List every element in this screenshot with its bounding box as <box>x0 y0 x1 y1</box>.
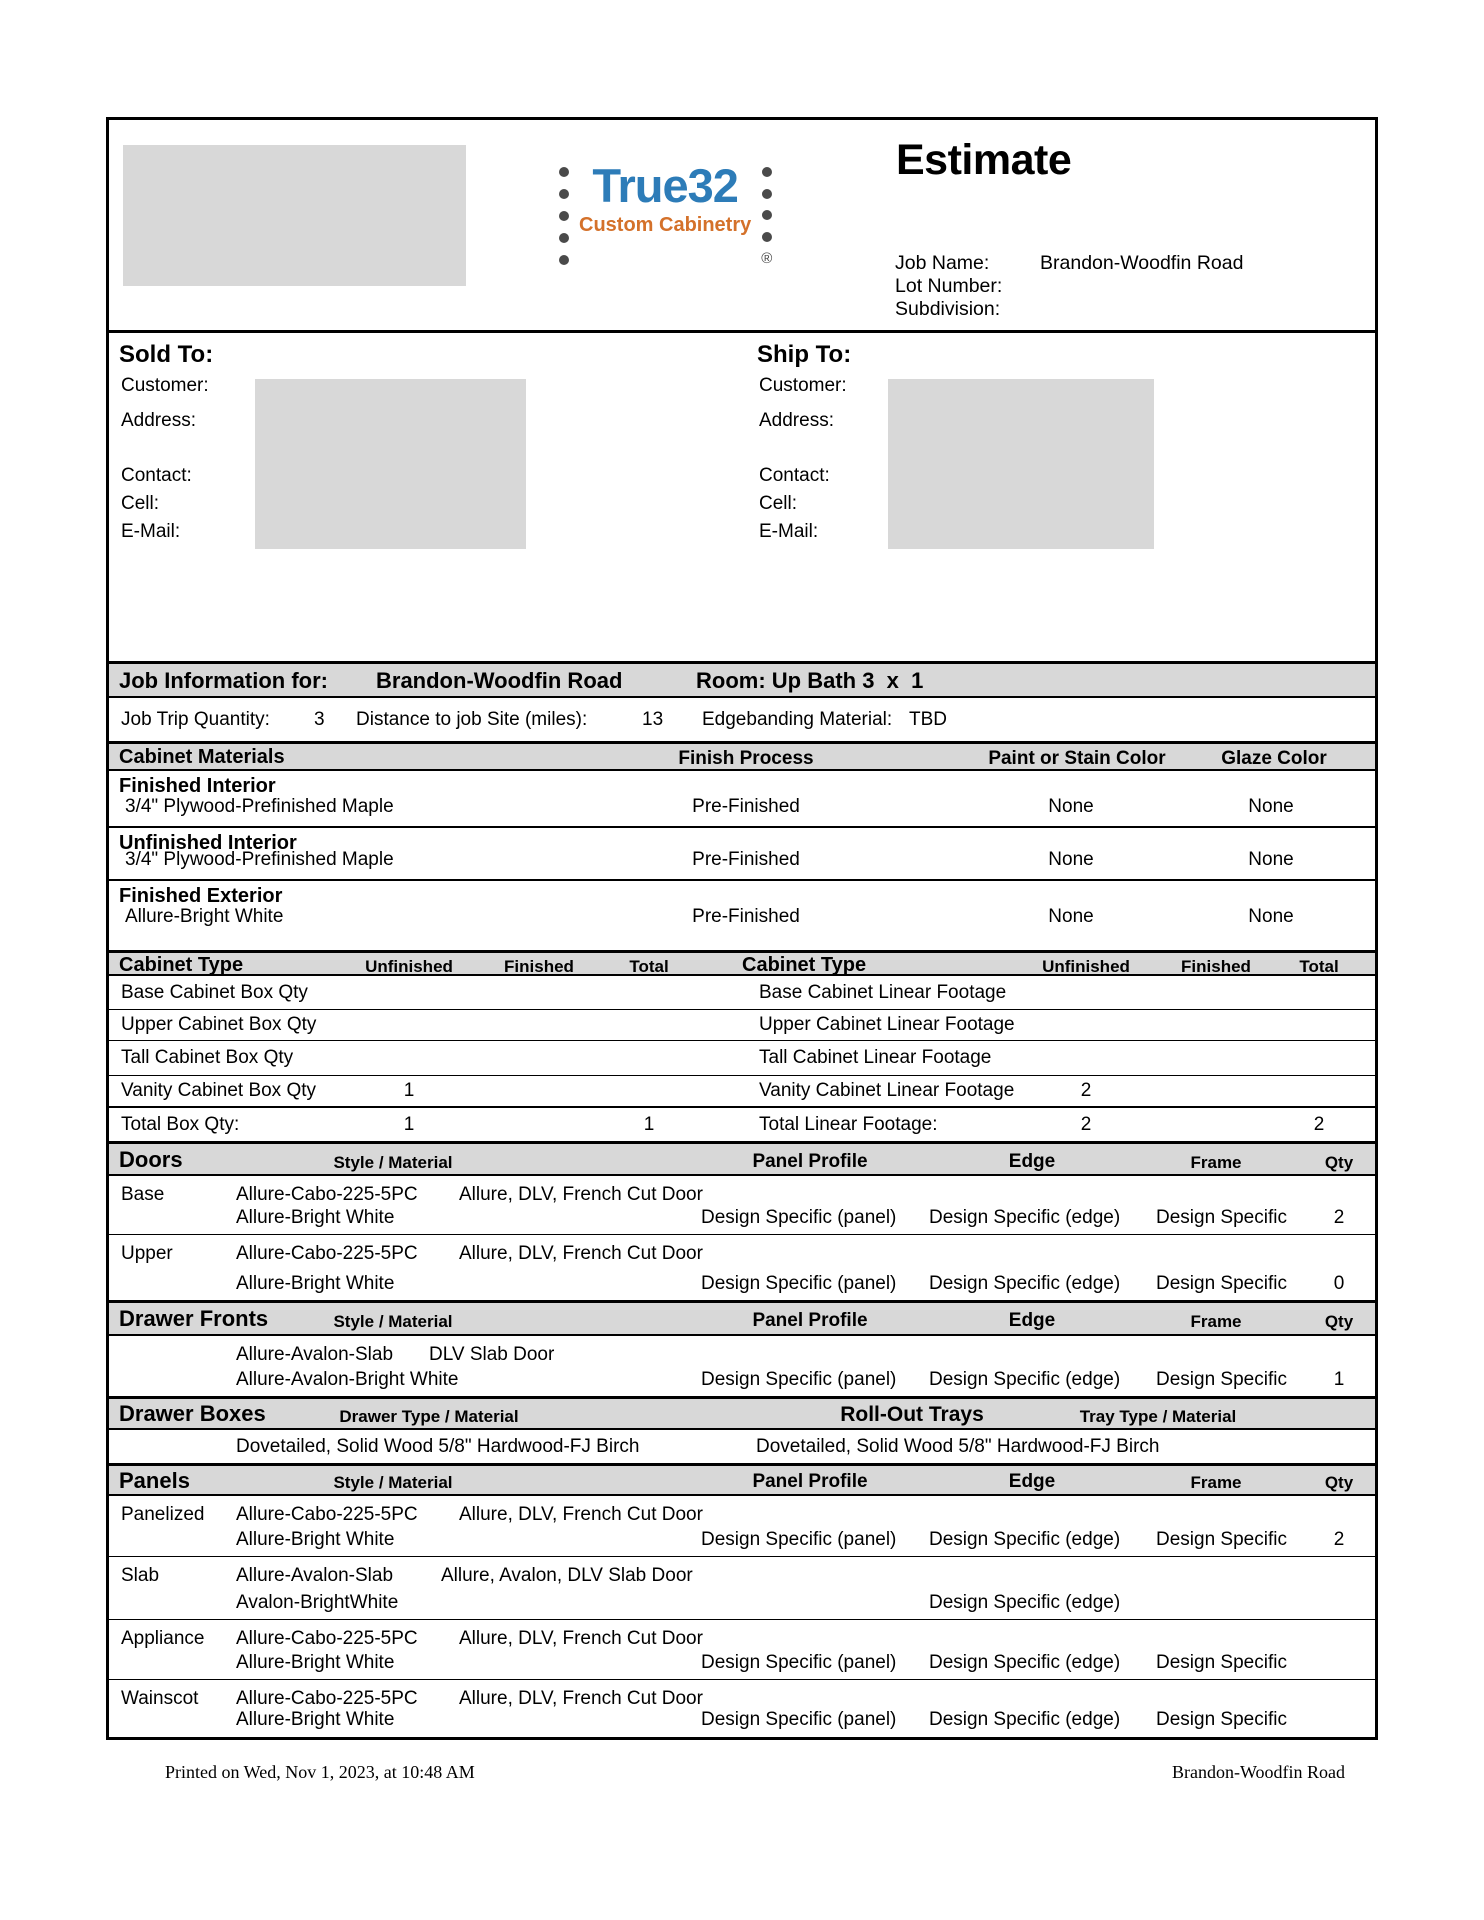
glaze-value: None <box>1248 796 1294 817</box>
estimate-document <box>106 117 1378 1740</box>
door-panel-profile: Design Specific (panel) <box>701 1273 897 1294</box>
panel-type: Panelized <box>121 1504 205 1525</box>
footer-job-name: Brandon-Woodfin Road <box>1171 1762 1345 1782</box>
panel-row-wainscot <box>109 1680 1375 1736</box>
panels-header <box>109 1463 1375 1496</box>
vanity-box-qty-unfinished: 1 <box>403 1080 415 1101</box>
material-name: 3/4" Plywood-Prefinished Maple <box>125 796 394 817</box>
panel-style-desc: Allure, DLV, French Cut Door <box>459 1628 703 1649</box>
panel-frame: Design Specific <box>1156 1709 1287 1730</box>
panel-style: Allure-Cabo-225-5PC <box>236 1628 418 1649</box>
ship-contact-label: Contact: <box>759 465 830 486</box>
panel-style-desc: Allure, Avalon, DLV Slab Door <box>441 1565 693 1586</box>
finish-process-value: Pre-Finished <box>692 906 800 927</box>
lot-number-label: Lot Number: <box>895 275 1003 297</box>
box-qty-label: Upper Cabinet Box Qty <box>121 1014 317 1035</box>
drawer-type-material-header: Drawer Type / Material <box>339 1407 519 1426</box>
panel-profile-header: Panel Profile <box>752 1310 868 1331</box>
subdivision-label: Subdivision: <box>895 298 1001 320</box>
style-material-header: Style / Material <box>333 1473 453 1492</box>
drawer-front-row <box>109 1336 1375 1396</box>
job-info-room: Room: Up Bath 3 x 1 <box>696 668 924 693</box>
panel-row-slab <box>109 1557 1375 1620</box>
document-header <box>109 120 1375 330</box>
total-box-qty-unfinished: 1 <box>403 1113 415 1135</box>
drawer-boxes-title: Drawer Boxes <box>119 1401 266 1426</box>
paint-value: None <box>1048 796 1094 817</box>
drawer-front-qty: 1 <box>1333 1369 1345 1390</box>
paint-value: None <box>1048 906 1094 927</box>
cabinet-materials-header <box>109 741 1375 771</box>
edgeband-label: Edgebanding Material: <box>702 709 893 730</box>
total-box-qty-total: 1 <box>643 1113 655 1135</box>
trip-qty-value: 3 <box>314 709 325 730</box>
cabinet-type-row-upper <box>109 1010 1375 1041</box>
sold-contact-label: Contact: <box>121 465 192 486</box>
material-group: Unfinished Interior <box>119 832 297 854</box>
panel-type: Appliance <box>121 1628 205 1649</box>
frame-header: Frame <box>1190 1312 1242 1331</box>
qty-header: Qty <box>1324 1312 1354 1331</box>
finished-header-right: Finished <box>1181 957 1251 976</box>
linear-footage-label: Base Cabinet Linear Footage <box>759 981 1007 1003</box>
vanity-footage-unfinished: 2 <box>1080 1080 1092 1101</box>
box-qty-label: Tall Cabinet Box Qty <box>121 1047 294 1068</box>
panel-style: Allure-Cabo-225-5PC <box>236 1504 418 1525</box>
total-header-left: Total <box>629 957 669 976</box>
panel-profile-value: Design Specific (panel) <box>701 1652 897 1673</box>
subdivision-row <box>895 298 1243 321</box>
finish-process-value: Pre-Finished <box>692 849 800 870</box>
finished-header-left: Finished <box>504 957 574 976</box>
unfinished-header-right: Unfinished <box>1042 957 1130 976</box>
door-row-base <box>109 1176 1375 1235</box>
glaze-value: None <box>1248 906 1294 927</box>
trip-qty-label: Job Trip Quantity: <box>121 709 270 730</box>
finish-process-value: Pre-Finished <box>692 796 800 817</box>
panel-row-appliance <box>109 1620 1375 1680</box>
finish-process-header: Finish Process <box>678 748 814 769</box>
panel-edge: Design Specific (edge) <box>929 1529 1121 1550</box>
paint-stain-header: Paint or Stain Color <box>988 748 1166 769</box>
rollout-trays-header: Roll-Out Trays <box>840 1403 984 1426</box>
distance-label: Distance to job Site (miles): <box>356 709 588 730</box>
total-footage-unfinished: 2 <box>1080 1113 1092 1135</box>
door-style-desc: Allure, DLV, French Cut Door <box>459 1243 703 1264</box>
panel-style-desc: Allure, DLV, French Cut Door <box>459 1504 703 1525</box>
edge-header: Edge <box>1008 1471 1056 1492</box>
door-color: Allure-Bright White <box>236 1207 395 1228</box>
drawer-fronts-title: Drawer Fronts <box>119 1306 269 1331</box>
panel-frame: Design Specific <box>1156 1652 1287 1673</box>
door-frame: Design Specific <box>1156 1207 1287 1228</box>
material-name: Allure-Bright White <box>125 906 284 927</box>
door-style: Allure-Cabo-225-5PC <box>236 1184 418 1205</box>
cabinet-type-row-base <box>109 976 1375 1010</box>
linear-footage-label: Upper Cabinet Linear Footage <box>759 1014 1015 1035</box>
panel-color: Allure-Bright White <box>236 1709 395 1730</box>
document-title: Estimate <box>896 136 1072 184</box>
panel-style: Allure-Cabo-225-5PC <box>236 1688 418 1709</box>
qty-header: Qty <box>1324 1473 1354 1492</box>
door-edge: Design Specific (edge) <box>929 1207 1121 1228</box>
panel-edge: Design Specific (edge) <box>929 1709 1121 1730</box>
material-group: Finished Interior <box>119 775 276 797</box>
ship-to-heading: Ship To: <box>757 341 852 368</box>
sold-cell-label: Cell: <box>121 493 160 514</box>
job-info-label: Job Information for: <box>119 668 328 693</box>
cabinet-type-row-totals <box>109 1108 1375 1141</box>
logo-dots-left-icon <box>559 164 569 268</box>
panel-frame: Design Specific <box>1156 1529 1287 1550</box>
panel-row-panelized <box>109 1496 1375 1557</box>
job-name-row <box>895 252 1243 275</box>
panel-profile-value: Design Specific (panel) <box>701 1709 897 1730</box>
cabinet-type-row-tall <box>109 1041 1375 1076</box>
door-qty: 0 <box>1333 1273 1345 1294</box>
door-frame: Design Specific <box>1156 1273 1287 1294</box>
box-qty-label: Base Cabinet Box Qty <box>121 981 308 1003</box>
letterhead-placeholder <box>123 145 466 286</box>
panel-type: Slab <box>121 1565 160 1586</box>
drawer-box-material: Dovetailed, Solid Wood 5/8" Hardwood-FJ Birch <box>236 1435 640 1457</box>
door-type: Upper <box>121 1243 173 1264</box>
total-box-qty-label: Total Box Qty: <box>121 1113 240 1135</box>
cabinet-type-title-right: Cabinet Type <box>742 954 867 976</box>
total-footage-label: Total Linear Footage: <box>759 1113 938 1135</box>
panel-color: Allure-Bright White <box>236 1529 395 1550</box>
panel-color: Allure-Bright White <box>236 1652 395 1673</box>
ship-email-label: E-Mail: <box>759 521 819 542</box>
panel-edge: Design Specific (edge) <box>929 1592 1121 1613</box>
logo-text <box>579 159 752 268</box>
panel-type: Wainscot <box>121 1688 199 1709</box>
door-style: Allure-Cabo-225-5PC <box>236 1243 418 1264</box>
panel-color: Avalon-BrightWhite <box>236 1592 399 1613</box>
rollout-tray-material: Dovetailed, Solid Wood 5/8" Hardwood-FJ Birch <box>756 1435 1160 1457</box>
cabinet-type-row-vanity <box>109 1076 1375 1108</box>
material-name: 3/4" Plywood-Prefinished Maple <box>125 849 394 870</box>
material-row-finished-interior <box>109 771 1375 828</box>
box-qty-label: Vanity Cabinet Box Qty <box>121 1080 317 1101</box>
doors-header <box>109 1141 1375 1176</box>
drawer-front-frame: Design Specific <box>1156 1369 1287 1390</box>
edge-header: Edge <box>1008 1151 1056 1172</box>
material-row-unfinished-interior <box>109 828 1375 881</box>
cabinet-materials-title: Cabinet Materials <box>119 746 285 768</box>
drawer-front-panel-profile: Design Specific (panel) <box>701 1369 897 1390</box>
drawer-front-color: Allure-Avalon-Bright White <box>236 1369 459 1390</box>
printed-timestamp: Printed on Wed, Nov 1, 2023, at 10:48 AM <box>165 1762 475 1782</box>
material-group: Finished Exterior <box>119 885 283 907</box>
brand-name: True32 <box>592 159 738 212</box>
style-material-header: Style / Material <box>333 1153 453 1172</box>
cabinet-type-title-left: Cabinet Type <box>119 954 244 976</box>
glaze-color-header: Glaze Color <box>1221 748 1327 769</box>
panel-edge: Design Specific (edge) <box>929 1652 1121 1673</box>
cabinet-type-header <box>109 950 1375 976</box>
job-trip-row <box>109 698 1375 741</box>
job-name-label: Job Name: <box>895 252 990 274</box>
parties-section <box>109 330 1375 661</box>
edgeband-value: TBD <box>909 709 947 730</box>
panels-title: Panels <box>119 1468 190 1493</box>
frame-header: Frame <box>1190 1473 1242 1492</box>
doors-title: Doors <box>119 1147 183 1172</box>
linear-footage-label: Vanity Cabinet Linear Footage <box>759 1080 1015 1101</box>
door-qty: 2 <box>1333 1207 1345 1228</box>
total-footage-total: 2 <box>1313 1113 1325 1135</box>
panel-profile-value: Design Specific (panel) <box>701 1529 897 1550</box>
true32-logo <box>559 159 773 268</box>
distance-value: 13 <box>642 709 664 730</box>
unfinished-header-left: Unfinished <box>365 957 453 976</box>
logo-dots-right-icon <box>761 164 772 268</box>
edge-header: Edge <box>1008 1310 1056 1331</box>
job-information-bar <box>109 661 1375 698</box>
ship-to-info-placeholder <box>888 379 1154 549</box>
sold-customer-label: Customer: <box>121 375 209 396</box>
registered-trademark-icon: ® <box>761 250 773 267</box>
tray-type-material-header: Tray Type / Material <box>1079 1407 1237 1426</box>
panel-style-desc: Allure, DLV, French Cut Door <box>459 1688 703 1709</box>
door-color: Allure-Bright White <box>236 1273 395 1294</box>
drawer-front-desc: DLV Slab Door <box>429 1344 555 1365</box>
door-edge: Design Specific (edge) <box>929 1273 1121 1294</box>
drawer-box-row <box>109 1430 1375 1463</box>
glaze-value: None <box>1248 849 1294 870</box>
frame-header: Frame <box>1190 1153 1242 1172</box>
drawer-fronts-header <box>109 1300 1375 1336</box>
style-material-header: Style / Material <box>333 1312 453 1331</box>
door-row-upper <box>109 1235 1375 1300</box>
job-info-name: Brandon-Woodfin Road <box>376 668 623 693</box>
sold-address-label: Address: <box>121 410 196 431</box>
panel-profile-header: Panel Profile <box>752 1471 868 1492</box>
brand-tagline: Custom Cabinetry <box>579 213 752 236</box>
door-type: Base <box>121 1184 165 1205</box>
drawer-front-style: Allure-Avalon-Slab <box>236 1344 394 1365</box>
panel-style: Allure-Avalon-Slab <box>236 1565 394 1586</box>
lot-number-row <box>895 275 1243 298</box>
door-panel-profile: Design Specific (panel) <box>701 1207 897 1228</box>
ship-customer-label: Customer: <box>759 375 847 396</box>
sold-to-info-placeholder <box>255 379 526 549</box>
paint-value: None <box>1048 849 1094 870</box>
panel-profile-header: Panel Profile <box>752 1151 868 1172</box>
door-style-desc: Allure, DLV, French Cut Door <box>459 1184 703 1205</box>
ship-address-label: Address: <box>759 410 834 431</box>
total-header-right: Total <box>1299 957 1339 976</box>
linear-footage-label: Tall Cabinet Linear Footage <box>759 1047 992 1068</box>
panel-qty: 2 <box>1333 1529 1345 1550</box>
sold-email-label: E-Mail: <box>121 521 181 542</box>
qty-header: Qty <box>1324 1153 1354 1172</box>
ship-cell-label: Cell: <box>759 493 798 514</box>
drawer-boxes-header <box>109 1396 1375 1430</box>
job-fields <box>895 252 1243 321</box>
material-row-finished-exterior <box>109 881 1375 950</box>
drawer-front-edge: Design Specific (edge) <box>929 1369 1121 1390</box>
sold-to-heading: Sold To: <box>119 341 214 368</box>
job-name-value: Brandon-Woodfin Road <box>1040 252 1244 274</box>
